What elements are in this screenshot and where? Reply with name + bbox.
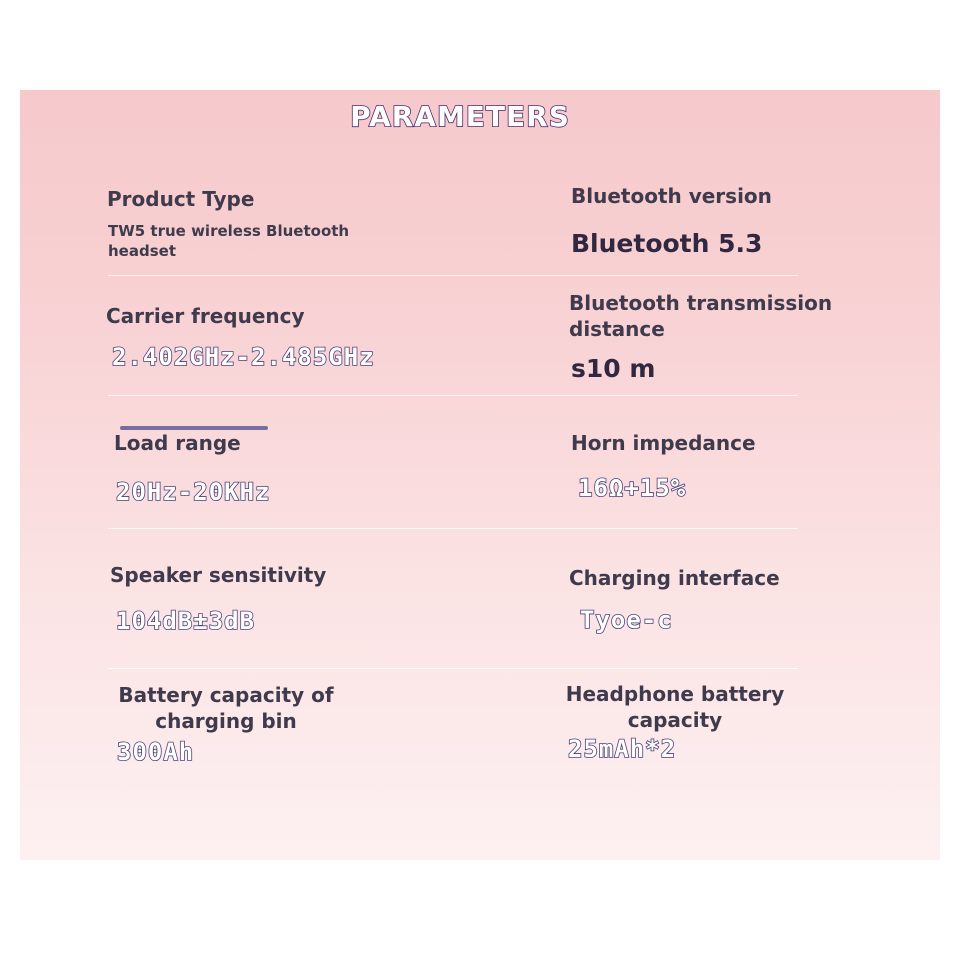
charging-interface-value: Tyoe-c — [580, 606, 673, 634]
parameters-card — [20, 90, 940, 860]
charging-bin-capacity-label: Battery capacity of charging bin — [118, 683, 334, 733]
row-divider — [108, 528, 798, 529]
headphone-battery-value: 25mAh*2 — [568, 735, 677, 763]
headphone-battery-label: Headphone battery capacity — [565, 682, 785, 732]
speaker-sensitivity-label: Speaker sensitivity — [110, 563, 327, 587]
transmission-distance-value: s10 m — [571, 354, 656, 383]
speaker-sensitivity-value: 104dB±3dB — [116, 607, 256, 635]
product-type-label: Product Type — [107, 187, 255, 211]
bluetooth-version-label: Bluetooth version — [571, 184, 772, 208]
carrier-frequency-label: Carrier frequency — [106, 304, 305, 328]
row-divider — [108, 668, 798, 669]
bluetooth-version-value: Bluetooth 5.3 — [571, 229, 763, 258]
horn-impedance-value: 16Ω+15% — [578, 474, 687, 502]
charging-bin-capacity-value: 300Ah — [117, 738, 195, 766]
transmission-distance-label: Bluetooth transmission distance — [569, 291, 833, 341]
row-divider — [108, 275, 798, 276]
horn-impedance-label: Horn impedance — [571, 431, 756, 455]
charging-interface-label: Charging interface — [569, 566, 780, 590]
page-title: PARAMETERS — [350, 100, 570, 133]
load-range-value: 20Hz-20KHz — [116, 478, 271, 506]
product-type-value: TW5 true wireless Bluetooth headset — [108, 222, 350, 260]
load-range-label: Load range — [114, 431, 241, 455]
row-divider — [108, 395, 798, 396]
carrier-frequency-value: 2.402GHz-2.485GHz — [112, 343, 375, 371]
